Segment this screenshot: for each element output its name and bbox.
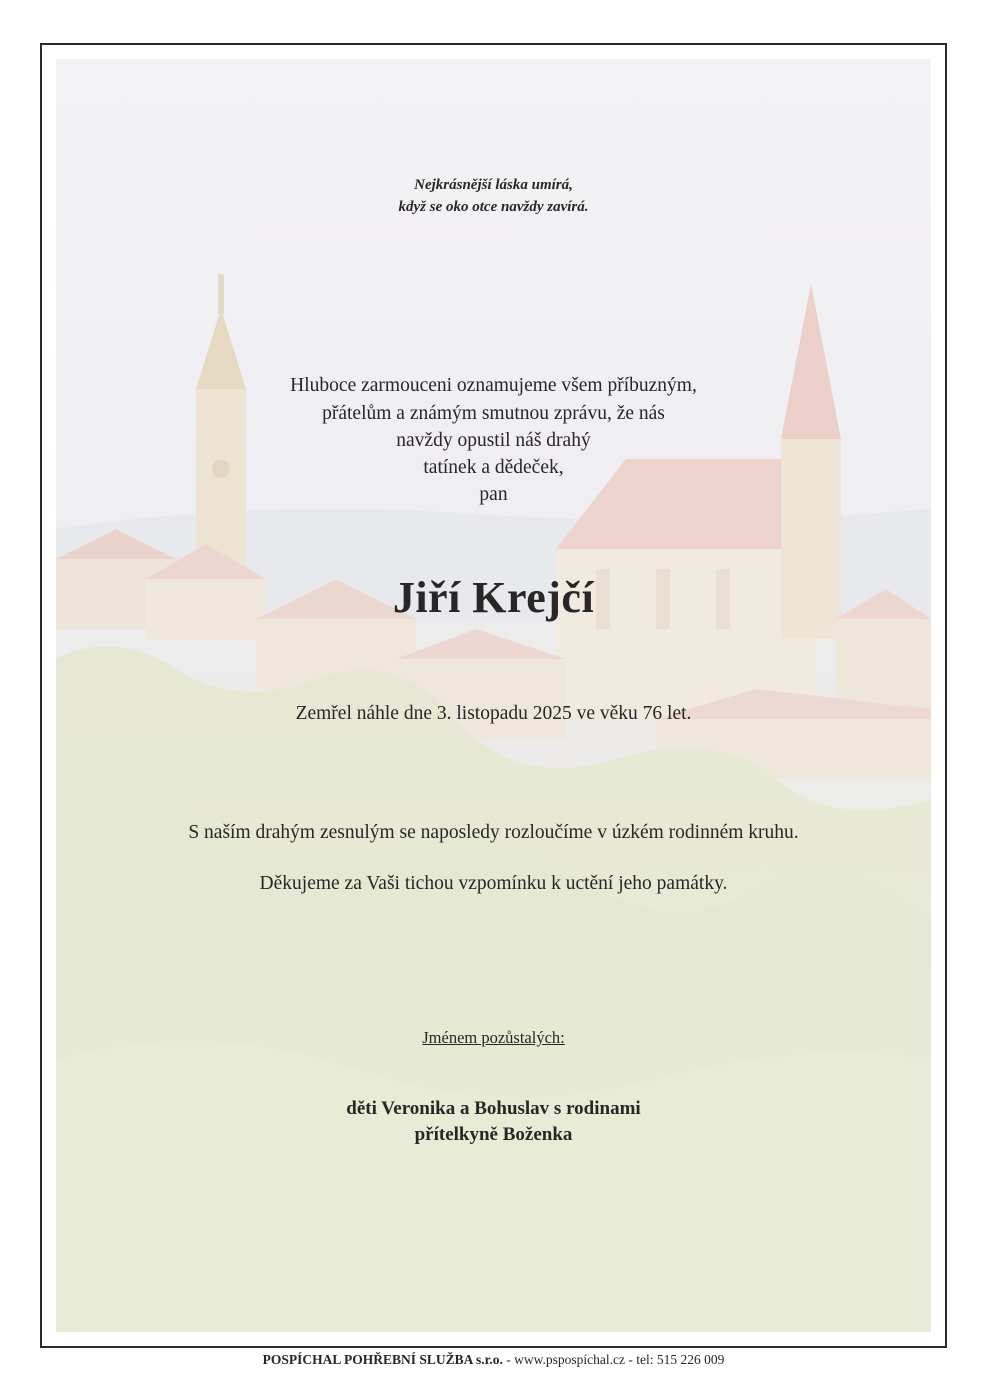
announcement-line-3: navždy opustil náš drahý — [396, 430, 591, 451]
announcement-line-5: pan — [479, 484, 508, 505]
mourner-line-1: děti Veronika a Bohuslav s rodinami — [346, 1098, 641, 1119]
deceased-name: Jiří Krejčí — [392, 573, 595, 622]
funeral-contact-info: - www.pspospíchal.cz - tel: 515 226 009 — [502, 1352, 725, 1367]
mourner-line-2: přítelkyně Boženka — [414, 1124, 573, 1145]
funeral-company-name: POSPÍCHAL POHŘEBNÍ SLUŽBA s.r.o. — [262, 1352, 503, 1367]
death-notice: Zemřel náhle dne 3. listopadu 2025 ve věku 76 let. — [295, 703, 692, 724]
announcement-line-2: přátelům a známým smutnou zprávu, že nás — [322, 403, 665, 424]
farewell-notice: S naším drahým zesnulým se naposledy rozloučíme v úzkém rodinném kruhu. — [188, 822, 799, 843]
motto-line-1: Nejkrásnější láska umírá, — [414, 177, 573, 193]
funeral-service-footer — [0, 1352, 987, 1368]
announcement-line-4: tatínek a dědeček, — [423, 457, 564, 478]
motto-line-2: když se oko otce navždy zavírá. — [398, 199, 589, 215]
on-behalf-label: Jménem pozůstalých: — [422, 1028, 565, 1047]
thanks-notice: Děkujeme za Vaši tichou vzpomínku k uctění jeho památky. — [259, 873, 728, 894]
announcement-line-1: Hluboce zarmouceni oznamujeme všem příbuzným, — [290, 375, 697, 396]
